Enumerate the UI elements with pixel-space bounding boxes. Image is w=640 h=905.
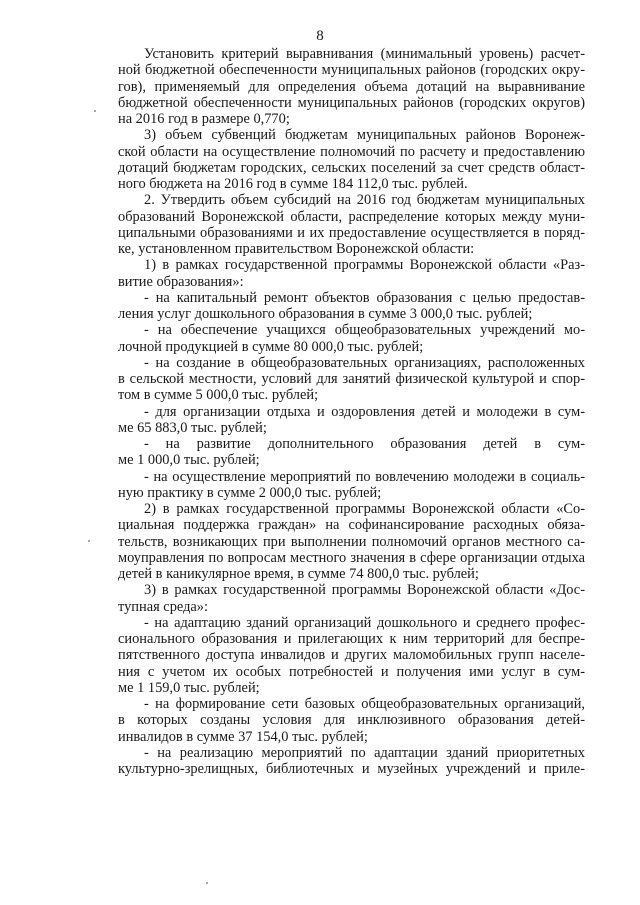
scan-speck: [88, 540, 90, 542]
text-line: - на формирование сети базовых общеобразовательных организаций,: [144, 696, 585, 712]
text-line: ке, установленном правительством Воронежской области:: [118, 241, 475, 257]
scan-speck: [94, 110, 96, 112]
text-line: 2. Утвердить объем субсидий на 2016 год бюджетам муниципальных: [144, 192, 585, 209]
text-line: циальная поддержка граждан» на софинансирование расходных обяза-: [118, 517, 585, 534]
text-line: ления услуг дошкольного образования в сумме 3 000,0 тыс. рублей;: [118, 306, 533, 322]
text-line: пятственного доступа инвалидов и других маломобильных групп населе-: [118, 647, 585, 664]
text-line: ципальными образованиями и их предоставление осуществляется в поряд-: [118, 224, 585, 241]
text-line: образований Воронежской области, распределение которых между муни-: [118, 208, 585, 225]
text-line: - на адаптацию зданий организаций дошкольного и среднего профес-: [144, 614, 585, 631]
text-line: моуправления по вопросам местного значения в сфере организации отдыха: [118, 549, 585, 566]
text-line: сионального образования и прилегающих к ним территорий для беспре-: [118, 631, 585, 647]
text-line: - на развитие дополнительного образования детей в сум-: [144, 436, 585, 452]
text-line: 1) в рамках государственной программы Воронежской области «Раз-: [144, 257, 585, 274]
text-line: - на капитальный ремонт объектов образования с целью предостав-: [144, 289, 585, 306]
text-line: тупная среда»:: [118, 598, 208, 615]
text-line: ного бюджета на 2016 год в сумме 184 112,0 тыс. рублей.: [118, 176, 468, 192]
text-line: 3) в рамках государственной программы Воронежской области «Дос-: [144, 582, 585, 599]
text-line: - для организации отдыха и оздоровления детей и молодежи в сум-: [144, 403, 585, 420]
text-line: Установить критерий выравнивания (минимальный уровень) расчет-: [144, 46, 585, 62]
text-line: - на осуществление мероприятий по вовлечению молодежи в социаль-: [144, 468, 585, 485]
text-line: витие образования»:: [118, 273, 244, 290]
text-line: - на реализацию мероприятий по адаптации зданий приоритетных: [144, 744, 585, 761]
text-line: ния с учетом их особых потребностей и получения ими услуг в сум-: [118, 663, 585, 680]
text-line: лочной продукцией в сумме 80 000,0 тыс. рублей;: [118, 338, 424, 355]
text-line: ной бюджетной обеспеченности муниципальных районов (городских окру-: [118, 62, 585, 79]
text-line: 2) в рамках государственной программы Воронежской области «Со-: [144, 501, 585, 517]
text-line: - на обеспечение учащихся общеобразовательных учреждений мо-: [144, 322, 585, 339]
text-line: ме 1 159,0 тыс. рублей;: [118, 679, 260, 696]
text-line: бюджетной обеспеченности муниципальных районов (городских округов): [118, 94, 585, 111]
text-line: - на создание в общеобразовательных организациях, расположенных: [144, 354, 585, 371]
text-line: в которых созданы условия для инклюзивного образования детей-: [118, 712, 585, 729]
text-line: дотаций бюджетам городских, сельских поселений за счет средств област-: [118, 159, 585, 176]
text-line: ме 65 883,0 тыс. рублей;: [118, 419, 267, 436]
body-text: [118, 46, 585, 777]
text-line: инвалидов в сумме 37 154,0 тыс. рублей;: [118, 728, 368, 745]
text-line: гов), применяемый для определения объема дотаций на выравнивание: [118, 78, 585, 95]
text-line: ную практику в сумме 2 000,0 тыс. рублей;: [118, 484, 382, 501]
text-line: детей в каникулярное время, в сумме 74 800,0 тыс. рублей;: [118, 566, 479, 582]
text-line: 3) объем субвенций бюджетам муниципальных районов Воронеж-: [144, 127, 585, 144]
text-line: на 2016 год в размере 0,770;: [118, 111, 290, 127]
text-line: ской области на осуществление полномочий по расчету и предоставлению: [118, 143, 585, 160]
text-line: в сельской местности, условий для занятий физической культурой и спор-: [118, 371, 585, 387]
text-line: тельств, возникающих при выполнении полномочий органов местного са-: [118, 533, 585, 550]
scan-speck: [206, 882, 208, 884]
page-number: 8: [316, 28, 324, 44]
text-line: ме 1 000,0 тыс. рублей;: [118, 452, 260, 469]
text-line: том в сумме 5 000,0 тыс. рублей;: [118, 387, 319, 404]
text-line: культурно-зрелищных, библиотечных и музейных учреждений и приле-: [118, 761, 585, 777]
